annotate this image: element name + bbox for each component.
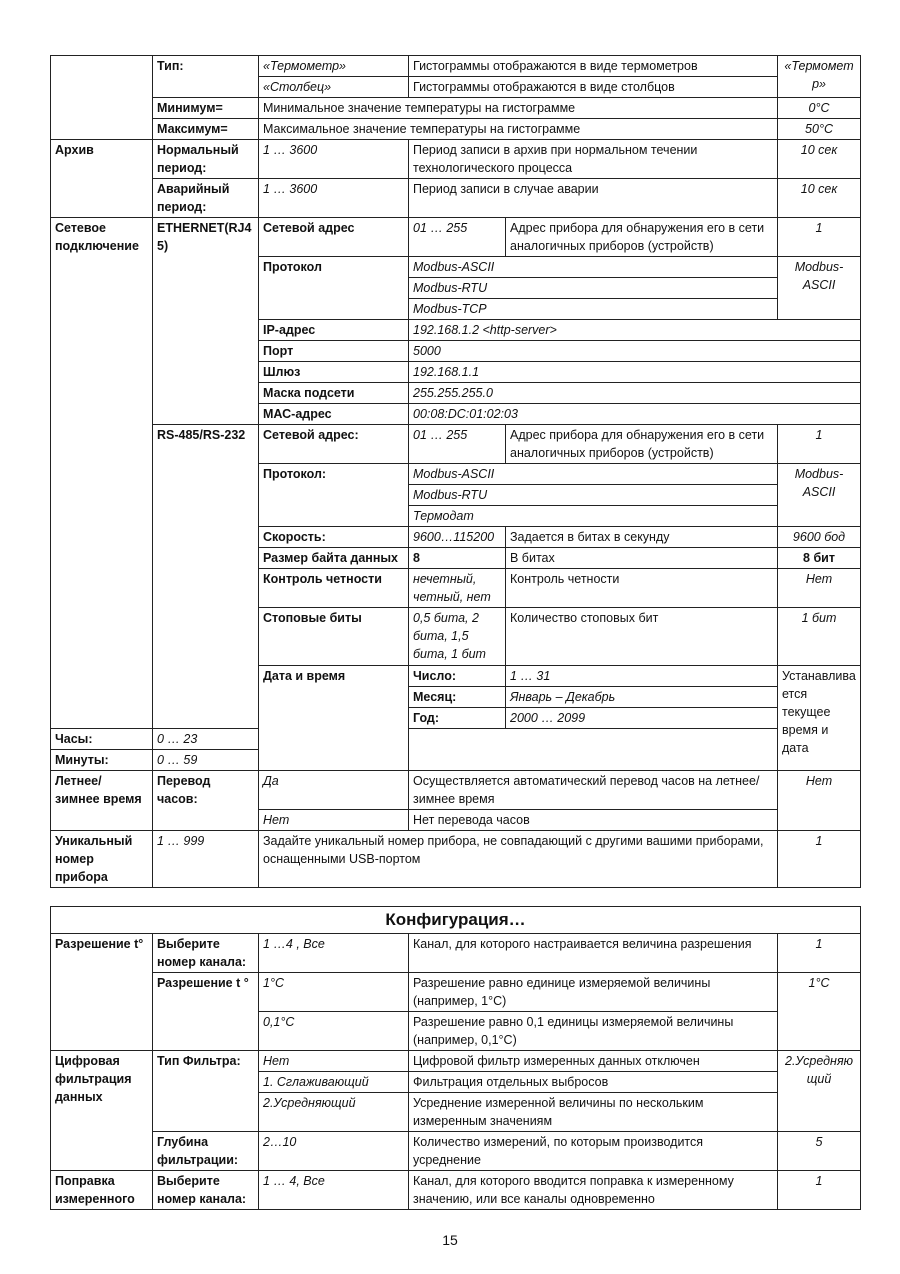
bytesize-default: 8 бит: [778, 548, 861, 569]
rs-address-default: 1: [778, 425, 861, 464]
archive-section: Архив: [51, 140, 153, 218]
filter-desc: Цифровой фильтр измеренных данных отключен: [409, 1051, 778, 1072]
dst-label: Перевод часов:: [153, 771, 259, 831]
eth-address-range: 01 … 255: [409, 218, 506, 257]
eth-address-default: 1: [778, 218, 861, 257]
depth-label: Глубина фильтрации:: [153, 1132, 259, 1171]
normal-period-label: Нормальный период:: [153, 140, 259, 179]
dst-no: Нет: [259, 810, 409, 831]
filter-desc: Усреднение измеренной величины по нескольким измеренным значениям: [409, 1093, 778, 1132]
rs-protocol-option: Modbus-ASCII: [409, 464, 778, 485]
config-title: Конфигурация…: [51, 907, 861, 934]
eth-protocol-option: Modbus-TCP: [409, 299, 778, 320]
corr-channel-label: Выберите номер канала:: [153, 1171, 259, 1210]
dst-yes-desc: Осуществляется автоматический перевод часов на летнее/зимнее время: [409, 771, 778, 810]
alarm-period-default: 10 сек: [778, 179, 861, 218]
rs-address-desc: Адрес прибора для обнаружения его в сети аналогичных приборов (устройств): [506, 425, 778, 464]
type-default: «Термометр»: [778, 56, 861, 98]
gateway-value: 192.168.1.1: [409, 362, 861, 383]
mac-label: МАС-адрес: [259, 404, 409, 425]
normal-period-desc: Период записи в архив при нормальном течении технологического процесса: [409, 140, 778, 179]
correction-section: Поправка измеренного: [51, 1171, 153, 1210]
mac-value: 00:08:DC:01:02:03: [409, 404, 861, 425]
corr-channel-desc: Канал, для которого вводится поправка к измеренному значению, или все каналы одновременно: [409, 1171, 778, 1210]
bytesize-label: Размер байта данных: [259, 548, 409, 569]
stopbits-label: Стоповые биты: [259, 608, 409, 666]
type-option: «Столбец»: [259, 77, 409, 98]
stopbits-values: 0,5 бита, 2 бита, 1,5 бита, 1 бит: [409, 608, 506, 666]
parity-default: Нет: [778, 569, 861, 608]
speed-default: 9600 бод: [778, 527, 861, 548]
page-number: 15: [442, 1232, 458, 1248]
resolution-desc: Разрешение равно единице измеряемой величины (например, 1°C): [409, 973, 778, 1012]
min-label: Минимум=: [153, 98, 259, 119]
rs-address-label: Сетевой адрес:: [259, 425, 409, 464]
min-desc: Минимальное значение температуры на гистограмме: [259, 98, 778, 119]
res-channel-range: 1 …4 , Все: [259, 934, 409, 973]
normal-period-range: 1 … 3600: [259, 140, 409, 179]
type-desc: Гистограммы отображаются в виде столбцов: [409, 77, 778, 98]
datetime-desc: Устанавливается текущее время и дата: [778, 666, 861, 771]
speed-range: 9600…115200: [409, 527, 506, 548]
alarm-period-label: Аварийный период:: [153, 179, 259, 218]
ip-value: 192.168.1.2 <http-server>: [409, 320, 861, 341]
parity-label: Контроль четности: [259, 569, 409, 608]
minutes-range: 0 … 59: [153, 750, 259, 771]
hours-label: Часы:: [51, 729, 153, 750]
rs-protocol-option: Modbus-RTU: [409, 485, 778, 506]
normal-period-default: 10 сек: [778, 140, 861, 179]
hours-range: 0 … 23: [153, 729, 259, 750]
filter-desc: Фильтрация отдельных выбросов: [409, 1072, 778, 1093]
filter-default: 2.Усредняющий: [778, 1051, 861, 1132]
mask-label: Маска подсети: [259, 383, 409, 404]
resolution-option: 1°C: [259, 973, 409, 1012]
datetime-section: Дата и время: [259, 666, 409, 771]
type-desc: Гистограммы отображаются в виде термометров: [409, 56, 778, 77]
unique-default: 1: [778, 831, 861, 888]
month-range: Январь – Декабрь: [506, 687, 778, 708]
empty-cell: [51, 56, 153, 140]
day-range: 1 … 31: [506, 666, 778, 687]
configuration-table: [50, 906, 861, 1210]
max-label: Максимум=: [153, 119, 259, 140]
rs-protocol-label: Протокол:: [259, 464, 409, 527]
mask-value: 255.255.255.0: [409, 383, 861, 404]
resolution-label: Разрешение t °: [153, 973, 259, 1051]
stopbits-desc: Количество стоповых бит: [506, 608, 778, 666]
resolution-option: 0,1°C: [259, 1012, 409, 1051]
rs-label: RS-485/RS-232: [153, 425, 259, 729]
port-label: Порт: [259, 341, 409, 362]
parity-values: нечетный, четный, нет: [409, 569, 506, 608]
year-range: 2000 … 2099: [506, 708, 778, 729]
alarm-period-desc: Период записи в случае аварии: [409, 179, 778, 218]
year-label: Год:: [409, 708, 506, 729]
settings-table: [50, 55, 861, 888]
dst-default: Нет: [778, 771, 861, 831]
max-default: 50°C: [778, 119, 861, 140]
ethernet-label: ETHERNET(RJ45): [153, 218, 259, 425]
speed-desc: Задается в битах в секунду: [506, 527, 778, 548]
filter-section: Цифровая фильтрация данных: [51, 1051, 153, 1171]
rs-protocol-default: Modbus-ASCII: [778, 464, 861, 527]
resolution-default: 1°C: [778, 973, 861, 1051]
network-section: Сетевое подключение: [51, 218, 153, 729]
unique-range: 1 … 999: [153, 831, 259, 888]
day-label: Число:: [409, 666, 506, 687]
filter-option: Нет: [259, 1051, 409, 1072]
resolution-section: Разрешение t°: [51, 934, 153, 1051]
rs-address-range: 01 … 255: [409, 425, 506, 464]
month-label: Месяц:: [409, 687, 506, 708]
bytesize-desc: В битах: [506, 548, 778, 569]
type-option: «Термометр»: [259, 56, 409, 77]
eth-protocol-label: Протокол: [259, 257, 409, 320]
type-label: Тип:: [153, 56, 259, 98]
eth-protocol-option: Modbus-ASCII: [409, 257, 778, 278]
filter-option: 2.Усредняющий: [259, 1093, 409, 1132]
max-desc: Максимальное значение температуры на гистограмме: [259, 119, 778, 140]
resolution-desc: Разрешение равно 0,1 единицы измеряемой величины (например, 0,1°C): [409, 1012, 778, 1051]
depth-desc: Количество измерений, по которым производится усреднение: [409, 1132, 778, 1171]
parity-desc: Контроль четности: [506, 569, 778, 608]
eth-address-desc: Адрес прибора для обнаружения его в сети аналогичных приборов (устройств): [506, 218, 778, 257]
res-channel-default: 1: [778, 934, 861, 973]
bytesize-value: 8: [409, 548, 506, 569]
rs-protocol-option: Термодат: [409, 506, 778, 527]
res-channel-desc: Канал, для которого настраивается величина разрешения: [409, 934, 778, 973]
stopbits-default: 1 бит: [778, 608, 861, 666]
unique-section: Уникальный номер прибора: [51, 831, 153, 888]
min-default: 0°C: [778, 98, 861, 119]
ip-label: IP-адрес: [259, 320, 409, 341]
filter-option: 1. Сглаживающий: [259, 1072, 409, 1093]
eth-protocol-option: Modbus-RTU: [409, 278, 778, 299]
dst-no-desc: Нет перевода часов: [409, 810, 778, 831]
res-channel-label: Выберите номер канала:: [153, 934, 259, 973]
depth-range: 2…10: [259, 1132, 409, 1171]
corr-channel-default: 1: [778, 1171, 861, 1210]
corr-channel-range: 1 … 4, Все: [259, 1171, 409, 1210]
minutes-label: Минуты:: [51, 750, 153, 771]
dst-yes: Да: [259, 771, 409, 810]
gateway-label: Шлюз: [259, 362, 409, 383]
depth-default: 5: [778, 1132, 861, 1171]
eth-address-label: Сетевой адрес: [259, 218, 409, 257]
eth-protocol-default: Modbus-ASCII: [778, 257, 861, 320]
dst-section: Летнее/ зимнее время: [51, 771, 153, 831]
unique-desc: Задайте уникальный номер прибора, не совпадающий с другими вашими приборами, оснащенными USB-портом: [259, 831, 778, 888]
speed-label: Скорость:: [259, 527, 409, 548]
filter-type-label: Тип Фильтра:: [153, 1051, 259, 1132]
port-value: 5000: [409, 341, 861, 362]
alarm-period-range: 1 … 3600: [259, 179, 409, 218]
